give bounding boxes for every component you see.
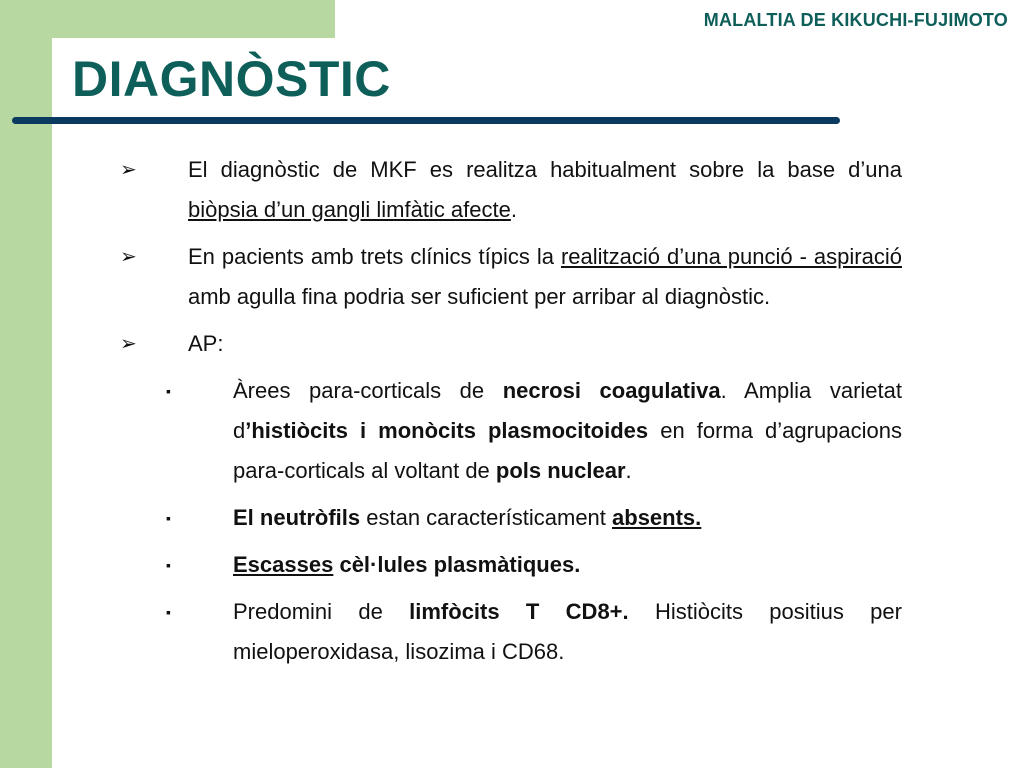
subbullet-necrosis [110,371,902,491]
text-segment: ’histiòcits i monòcits plasmocitoides [245,418,649,443]
text-segment: . [510,197,517,222]
subbullet-plasma-cells [110,545,902,585]
arrow-bullet-icon: ➢ [120,246,137,268]
bullet-diagnosis-biopsy [110,150,902,230]
text-segment: limfòcits T CD8+. [409,599,629,624]
text-segment: Histiòcits positius per mieloperoxidasa, lisozima i CD68. [233,599,902,664]
slide-content [110,150,902,679]
square-bullet-icon: ▪ [166,383,171,399]
subbullet-neutrophils [110,498,902,538]
square-bullet-icon: ▪ [166,604,171,620]
subbullet-lymphocytes [110,592,902,672]
text-segment: necrosi coagulativa [502,378,721,403]
bullet-fine-needle-aspiration [110,237,902,317]
text-segment: estan característicament [360,505,613,530]
text-segment: biòpsia d’un gangli limfàtic afecte [188,197,511,222]
square-bullet-icon: ▪ [166,557,171,573]
text-segment: . [625,458,632,483]
text-segment: Predomini de [233,599,410,624]
page-title: DIAGNÒSTIC [72,51,391,107]
header-tag: MALALTIA DE KIKUCHI-FUJIMOTO [703,10,1008,30]
top-accent-bar [0,0,335,38]
left-accent-bar [0,0,52,768]
text-segment: AP: [188,331,224,356]
text-segment: realització d’una punció - aspiració [560,244,902,269]
square-bullet-icon: ▪ [166,510,171,526]
text-segment: El diagnòstic de MKF es realitza habitualment sobre la base d’una [188,157,902,182]
bullet-ap [110,324,902,364]
arrow-bullet-icon: ➢ [120,159,137,181]
title-rule [12,117,840,124]
text-segment: El neutròfils [233,505,361,530]
text-segment: Àrees para-corticals de [233,378,503,403]
text-segment: absents. [612,505,702,530]
text-segment: pols nuclear [495,458,626,483]
text-segment: en forma d’agrupacions para-corticals al voltant de [233,418,903,483]
text-segment: Escasses [233,552,334,577]
text-segment: En pacients amb trets clínics típics la [188,244,561,269]
arrow-bullet-icon: ➢ [120,333,137,355]
text-segment: amb agulla fina podria ser suficient per arribar al diagnòstic. [188,284,771,309]
text-segment: . Amplia varietat d [233,378,903,443]
text-segment: cèl·lules plasmàtiques. [339,552,581,577]
